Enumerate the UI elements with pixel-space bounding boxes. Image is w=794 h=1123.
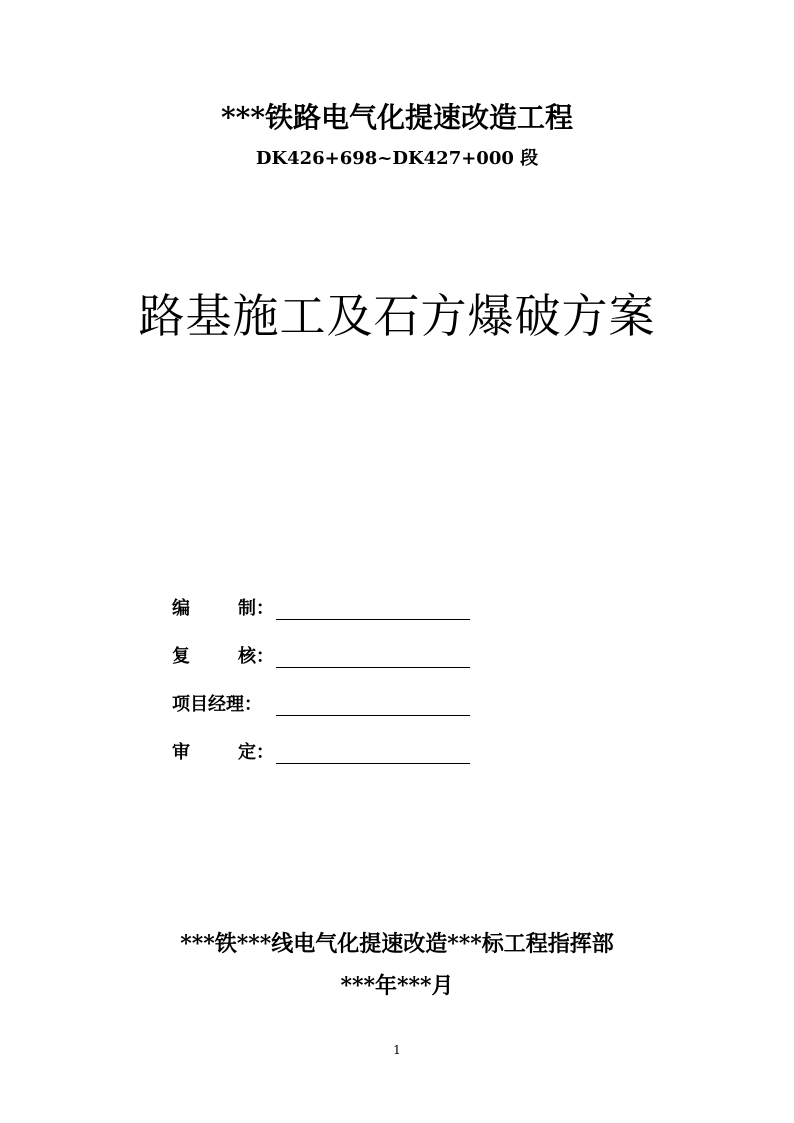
approved-by-label-char2: 定： [238,742,274,763]
section-range: DK426+698~DK427+000 段 [255,148,539,169]
reviewed-by-signature-line [276,643,470,668]
project-title: ***铁路电气化提速改造工程 [221,101,573,134]
signature-row-compiled [172,576,492,624]
reviewed-by-label [172,644,274,672]
compiled-by-label-char1: 编 [172,598,190,619]
signature-row-approved [172,720,492,768]
organization-name: ***铁***线电气化提速改造***标工程指挥部 [180,931,614,957]
document-title: 路基施工及石方爆破方案 [138,289,656,343]
compiled-by-label-char2: 制： [238,598,274,619]
compiled-by-signature-line [276,595,470,620]
project-manager-label-text: 项目经理： [172,694,262,715]
page-number: 1 [393,1043,401,1057]
reviewed-by-label-char2: 核： [238,646,274,667]
approved-by-label [172,740,274,768]
compiled-by-label [172,596,274,624]
signature-row-manager [172,672,492,720]
document-date: ***年***月 [340,973,454,999]
signature-row-reviewed [172,624,492,672]
project-manager-signature-line [276,691,470,716]
reviewed-by-label-char1: 复 [172,646,190,667]
signature-block [172,576,492,768]
approved-by-label-char1: 审 [172,742,190,763]
approved-by-signature-line [276,739,470,764]
project-manager-label [172,692,274,720]
